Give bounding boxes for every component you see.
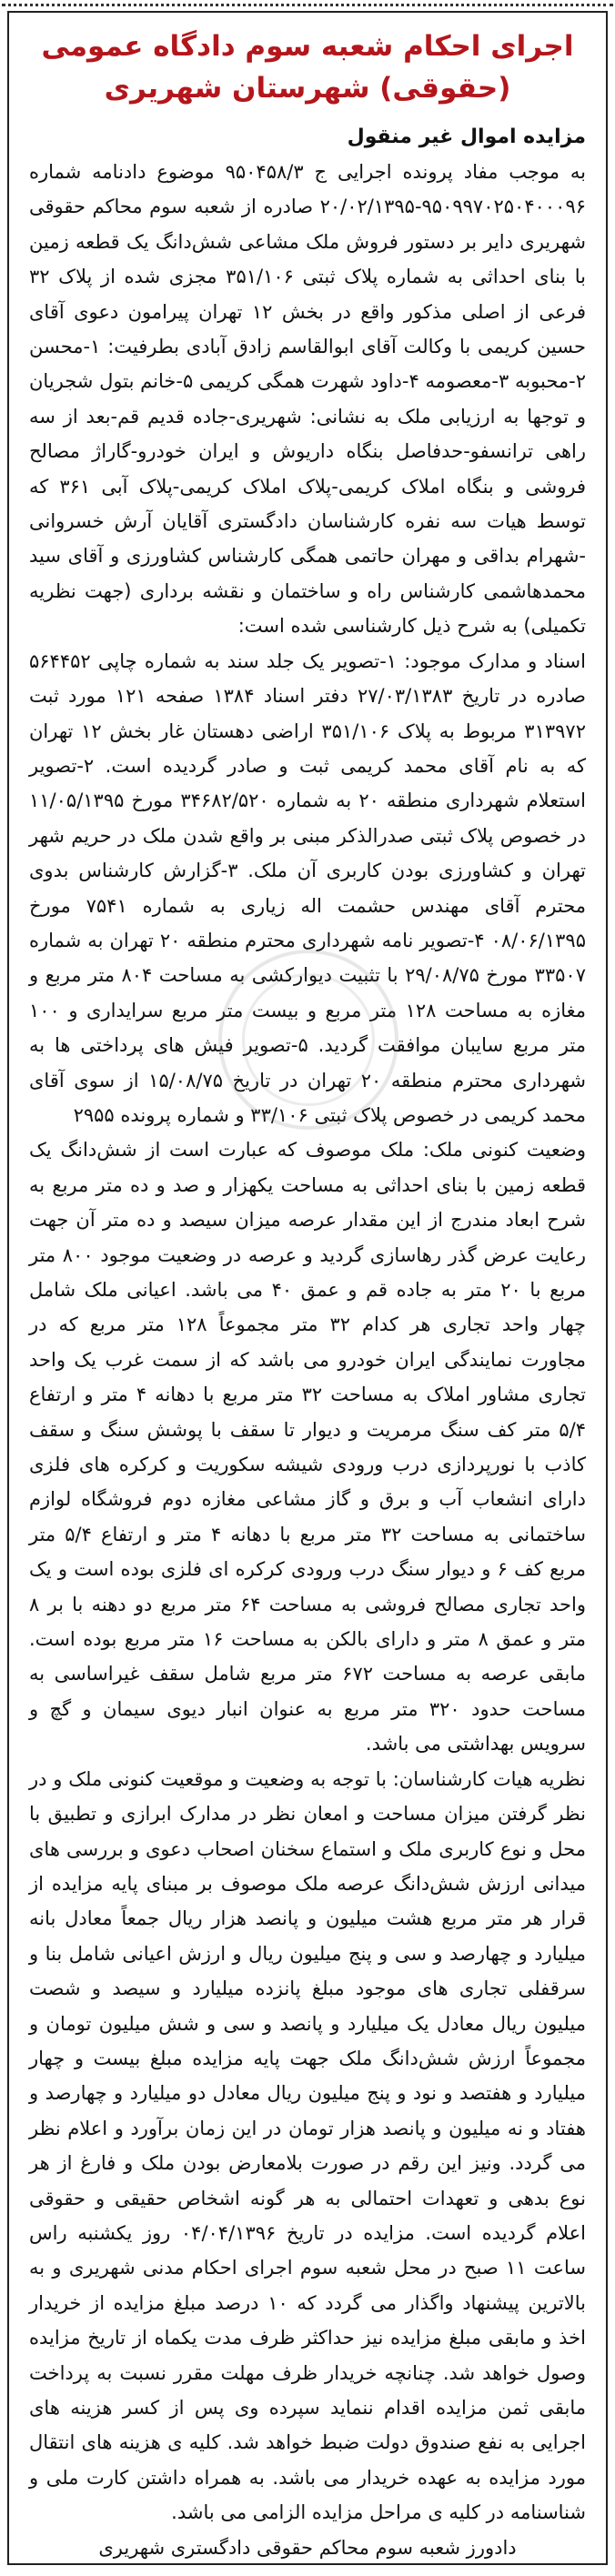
paragraph-documents: اسناد و مدارک موجود: ۱-تصویر یک جلد سند به شماره چاپی ۵۶۴۴۵۲ صادره در تاریخ ۲۷/۰۳/۱۳۸۳ دفتر اسناد ۱۳۸۴ صفحه ۱۲۱ مورد ثبت ۳۱۳۹۷۲ مربوط به پلاک ۳۵۱/۱۰۶ اراضی دهستان غار بخش ۱۲ تهران که به نام آقای محمد کریمی ثبت و صادر گردیده است. ۲-تصویر استعلام شهرداری منطقه ۲۰ به شماره ۳۴۶۸۲/۵۲۰ مورخ ۱۱/۰۵/۱۳۹۵ در خصوص پلاک ثبتی صدرالذکر مبنی بر واقع شدن ملک در حریم شهر تهران و کشاورزی بودن کاربری آن ملک. ۳-گزارش کارشناس بدوی محترم آقای مهندس حشمت اله زیاری به شماره ۷۵۴۱ مورخ ۰۸/۰۶/۱۳۹۵ ۴-تصویر نامه شهرداری محترم منطقه ۲۰ تهران به شماره ۳۳۵۰۷ مورخ ۲۹/۰۸/۷۵ با تثبیت دیوارکشی به مساحت ۸۰۴ متر مربع و مغازه به مساحت ۱۲۸ متر مربع و بیست متر مربع سرایداری و ۱۰۰ متر مربع سایبان موافقت گردید. ۵-تصویر فیش های پرداختی ها به شهرداری محترم منطقه ۲۰ تهران در تاریخ ۱۵/۰۸/۷۵ از سوی آقای محمد کریمی در خصوص پلاک ثبتی ۳۳/۱۰۶ و شماره پرونده ۲۹۵۵ — [29, 649, 587, 1126]
paragraph-property-status: وضعیت کنونی ملک: ملک موصوف که عبارت است از شش‌دانگ یک قطعه زمین با بنای احداثی به مساحت یکهزار و صد و ده متر مربع به شرح ابعاد مندرج از این مقدار عرصه میزان سیصد و ده متر آن جهت رعایت عرض گذر رهاسازی گردید و عرصه در وضعیت موجود ۸۰۰ متر مربع با ۲۰ متر به جاده قم و عمق ۴۰ می باشد. اعیانی ملک شامل چهار واحد تجاری هر کدام ۳۲ متر مجموعاً ۱۲۸ متر مربع که در مجاورت نمایندگی ایران خودرو می باشد که از سمت غرب یک واحد تجاری مشاور املاک به مساحت ۳۲ متر مربع با دهانه ۴ متر و ارتفاع ۵/۴ متر کف سنگ مرمریت و دیوار تا سقف با پوشش سنگ و سقف کاذب با نورپردازی درب ورودی شیشه سکوریت و کرکره های فلزی دارای انشعاب آب و برق و گاز مشاعی مغازه دوم فروشگاه لوازم ساختمانی به مساحت ۳۲ متر مربع با دهانه ۴ متر و ارتفاع ۵/۴ متر مربع کف ۶ و دیوار سنگ درب ورودی کرکره ای فلزی بوده است و یک واحد تجاری مصالح فروشی به مساحت ۶۴ متر مربع دو دهنه با بر ۸ متر و عمق ۸ متر و دارای بالکن به مساحت ۱۶ متر مربع بوده است. مابقی عرصه به مساحت ۶۷۲ متر مربع شامل سقف غیراساسی به مساحت حدود ۳۲۰ متر مربع به عنوان انبار دیوی سیمان و گچ و سرویس بهداشتی می باشد. — [29, 1139, 587, 1756]
paragraph-expert-opinion: نظریه هیات کارشناسان: با توجه به وضعیت و موقعیت کنونی ملک و در نظر گرفتن میزان مساحت و امعان نظر در مدارک ابرازی و تطبیق با محل و نوع کاربری ملک و استماع سخنان اصحاب دعوی و بررسی های میدانی ارزش شش‌دانگ عرصه ملک موصوف بر مبنای پایه مزایده از قرار هر متر مربع هشت میلیون و پانصد هزار ریال جمعاً معادل بانه میلیارد و چهارصد و سی و پنج میلیون ریال و ارزش اعیانی شامل بنا و سرقفلی تجاری های موجود مبلغ پانزده میلیارد و سیصد و شصت میلیون ریال معادل یک میلیارد و پانصد و سی و شش میلیون تومان و مجموعاً ارزش شش‌دانگ ملک جهت پایه مزایده مبلغ بیست و چهار میلیارد و هفتصد و نود و پنج میلیون ریال معادل دو میلیارد و چهارصد و هفتاد و نه میلیون و پانصد هزار تومان در این زمان برآورد و اعلام نظر می گردد. ونیز این رقم در صورت بلامعارض بودن ملک و فارغ از هر نوع بدهی و تعهدات احتمالی به هر گونه اشخاص حقیقی و حقوقی اعلام گردیده است. مزایده در تاریخ ۰۴/۰۴/۱۳۹۶ روز یکشنبه راس ساعت ۱۱ صبح در محل شعبه سوم اجرای احکام مدنی شهریری و به بالاترین پیشنهاد واگذار می گردد که ۱۰ درصد مبلغ مزایده از خریدار اخذ و مابقی مبلغ مزایده نیز حداکثر ظرف مدت یکماه از تاریخ مزایده وصول خواهد شد. چنانچه خریدار ظرف مهلت مقرر نسبت به پرداخت مابقی ثمن مزایده اقدام ننماید سپرده وی پس از کسر هزینه های اجرایی به نفع صندوق دولت ضبط خواهد شد. کلیه ی هزینه های انتقال مورد مزایده به عهده خریدار می باشد. به همراه داشتن کارت ملی و شناسنامه در کلیه ی مراحل مزایده الزامی می باشد. — [29, 1767, 587, 2524]
auction-notice — [7, 11, 608, 2565]
notice-title: اجرای احکام شعبه سوم دادگاه عمومی (حقوقی) شهرستان شهریری — [41, 30, 574, 105]
notice-subtitle: مزایده اموال غیر منقول — [347, 126, 586, 148]
signature-line: دادورز شعبه سوم محاکم حقوقی دادگستری شهریری — [98, 2536, 517, 2559]
paragraph-case-details: به موجب مفاد پرونده اجرایی ج ۹۵۰۴۵۸/۳ موضوع دادنامه شماره ۹۵۰۹۹۷۰۲۵۰۴۰۰۰۹۶-۲۰/۰۲/۱۳۹۵ صادره از شعبه سوم محاکم حقوقی شهریری دایر بر دستور فروش ملک مشاعی شش‌دانگ یک قطعه زمین با بنای احداثی به شماره پلاک ثبتی ۳۵۱/۱۰۶ مجزی شده از پلاک ۳۲ فرعی از اصلی مذکور واقع در بخش ۱۲ تهران پیرامون دعوی آقای حسین کریمی با وکالت آقای ابوالقاسم زادق آبادی بطرفیت: ۱-محسن ۲-محبوبه ۳-معصومه ۴-داود شهرت همگی کریمی ۵-خانم بتول شجریان و توجها به ارزیابی ملک به نشانی: شهریری-جاده قدیم قم-بعد از سه راهی ترانسفو-حدفاصل بنگاه داریوش و ایران خودرو-گاراژ مصالح فروشی و بنگاه املاک کریمی-پلاک املاک کریمی-پلاک آبی ۳۶۱ که توسط هیات سه نفره کارشناسان دادگستری آقایان آرش خسروانی -شهرام بداقی و مهران حاتمی همگی کارشناس کشاورزی و آقای سید محمدهاشمی کارشناس راه و ساختمان و نقشه برداری (جهت نظریه تکمیلی) به شرح ذیل کارشناسی شده است: — [29, 161, 587, 638]
